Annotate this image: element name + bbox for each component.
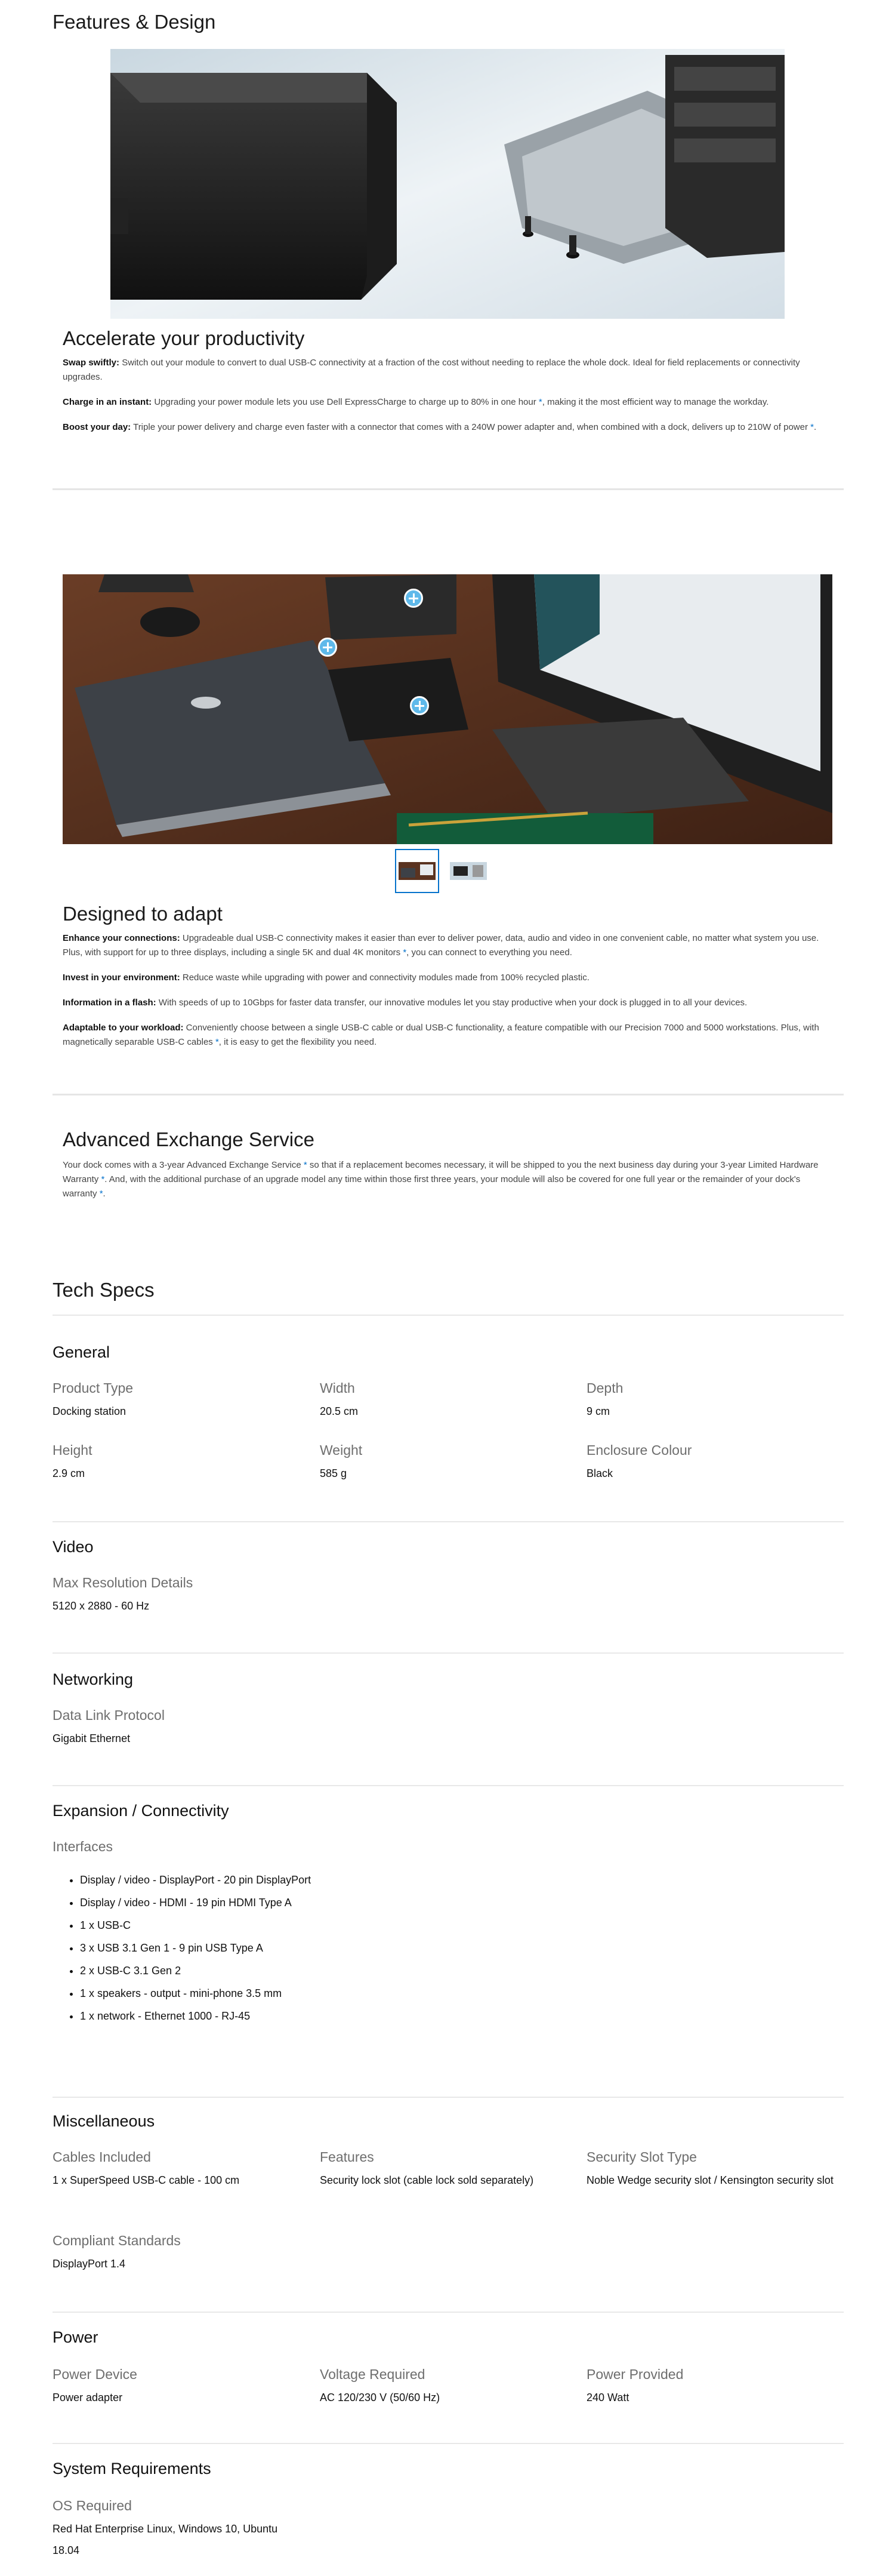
spec-value: 1 x SuperSpeed USB-C cable - 100 cm [53,2174,240,2186]
section-divider [53,1785,844,1786]
spec-value: Gigabit Ethernet [53,1732,131,1744]
spec-value: 20.5 cm [320,1405,359,1417]
interfaces-list [53,1869,331,2027]
accelerate-heading: Accelerate your productivity [63,327,305,349]
spec-group-networking: Networking [53,1670,134,1688]
gallery-thumbnail-2[interactable] [446,849,490,893]
footnote-star[interactable]: * [810,422,814,432]
spec-group-sysreq: System Requirements [53,2460,211,2477]
spec-value: Security lock slot (cable lock sold separately) [320,2174,534,2186]
tech-specs-title: Tech Specs [53,1279,155,1301]
list-item: • Display / video - HDMI - 19 pin HDMI Type A [80,1891,331,1914]
feature-environment: Invest in your environment: Reduce waste while upgrading with power and connectivity modules made from 100% recycled plastic. [63,972,590,983]
gallery-thumbnail-1[interactable] [395,849,439,893]
dock-module-hero-image [110,49,785,319]
footnote-star[interactable]: * [403,947,407,958]
section-divider [53,1094,844,1095]
spec-value: 5120 x 2880 - 60 Hz [53,1600,150,1612]
spec-group-expansion: Expansion / Connectivity [53,1802,229,1820]
footnote-star[interactable]: * [303,1160,307,1170]
spec-label: Power Device [53,2366,137,2382]
spec-group-general: General [53,1343,110,1361]
spec-value: Red Hat Enterprise Linux, Windows 10, Ubuntu 18.04 [53,2523,278,2556]
list-item: • 1 x USB-C [80,1914,331,1937]
list-item: • 1 x network - Ethernet 1000 - RJ-45 [80,2005,331,2027]
section-divider [53,2312,844,2313]
spec-label: Voltage Required [320,2366,425,2382]
spec-label: Max Resolution Details [53,1575,193,1590]
footnote-star[interactable]: * [215,1037,219,1047]
spec-label: Height [53,1442,92,1458]
hotspot-plus-icon[interactable] [410,696,429,715]
section-divider [53,2097,844,2098]
spec-label: OS Required [53,2498,132,2513]
spec-value: Power adapter [53,2392,123,2403]
spec-value: DisplayPort 1.4 [53,2258,126,2270]
spec-value: 585 g [320,1467,347,1479]
spec-label: Product Type [53,1380,134,1396]
spec-label: Features [320,2149,374,2165]
section-divider [53,1521,844,1522]
exchange-text: Your dock comes with a 3-year Advanced Exchange Service * so that if a replacement becomes necessary, it will be shipped to you the next business day during your 3-year Limited Hardware Warranty *. And, with the additional purchase of an upgrade model any time within those first three years, your module will also be covered for one full year or the remainder of your dock's warranty *. [63,1160,819,1199]
section-divider [53,2443,844,2444]
list-item: • 2 x USB-C 3.1 Gen 2 [80,1959,331,1982]
spec-group-video: Video [53,1538,94,1556]
footnote-star[interactable]: * [101,1174,105,1184]
adapt-heading: Designed to adapt [63,903,223,925]
spec-label: Depth [587,1380,624,1396]
section-divider [53,488,844,490]
footnote-star[interactable]: * [538,397,542,407]
spec-label: Width [320,1380,355,1396]
spec-group-misc: Miscellaneous [53,2112,155,2130]
hotspot-plus-icon[interactable] [318,638,337,657]
feature-flash: Information in a flash: With speeds of up to 10Gbps for faster data transfer, our innovative modules let you stay productive when your dock is plugged in to all your devices. [63,998,748,1008]
section-divider [53,1652,844,1654]
feature-workload: Adaptable to your workload: Conveniently choose between a single USB-C cable or dual USB-C functionality, a feature compatible with our Precision 7000 and 5000 workstations. Plus, with magnetically separable USB-C cables *, it is easy to get the flexibility you need. [63,1023,819,1047]
spec-label: Compliant Standards [53,2233,181,2248]
spec-value: 9 cm [587,1405,610,1417]
list-item: • 1 x speakers - output - mini-phone 3.5 mm [80,1982,331,2005]
desk-scene-image [63,574,832,844]
feature-charge: Charge in an instant: Upgrading your power module lets you use Dell ExpressCharge to charge up to 80% in one hour *, making it the most efficient way to manage the workday. [63,397,769,407]
feature-connections: Enhance your connections: Upgradeable dual USB-C connectivity makes it easier than ever to deliver power, data, audio and video in one convenient cable, no matter what system you use. Plus, with support for up to three displays, including a single 5K and dual 4K monitors *, you can connect to everything you need. [63,933,819,958]
spec-value: 240 Watt [587,2392,629,2403]
spec-label: Data Link Protocol [53,1707,165,1723]
spec-label: Weight [320,1442,363,1458]
features-title: Features & Design [53,11,216,33]
list-item: • 3 x USB 3.1 Gen 1 - 9 pin USB Type A [80,1937,331,1959]
hotspot-plus-icon[interactable] [404,589,423,608]
feature-boost: Boost your day: Triple your power delivery and charge even faster with a connector that comes with a 240W power adapter and, when combined with a dock, delivers up to 210W of power *. [63,422,817,432]
spec-value: 2.9 cm [53,1467,85,1479]
spec-value: Black [587,1467,613,1479]
spec-value: Noble Wedge security slot / Kensington security slot [587,2174,834,2186]
spec-label: Security Slot Type [587,2149,697,2165]
footnote-star[interactable]: * [99,1189,103,1199]
spec-value: AC 120/230 V (50/60 Hz) [320,2392,440,2403]
spec-label: Power Provided [587,2366,684,2382]
list-item: • Display / video - DisplayPort - 20 pin DisplayPort [80,1869,331,1891]
spec-group-power: Power [53,2328,98,2346]
feature-swap: Swap swiftly: Switch out your module to convert to dual USB-C connectivity at a fraction of the cost without needing to replace the whole dock. Ideal for field replacements or connectivity upgrades. [63,358,800,382]
section-divider [53,1315,844,1316]
spec-label: Enclosure Colour [587,1442,692,1458]
spec-label: Cables Included [53,2149,151,2165]
spec-label: Interfaces [53,1839,113,1854]
exchange-heading: Advanced Exchange Service [63,1128,314,1150]
spec-value: Docking station [53,1405,126,1417]
